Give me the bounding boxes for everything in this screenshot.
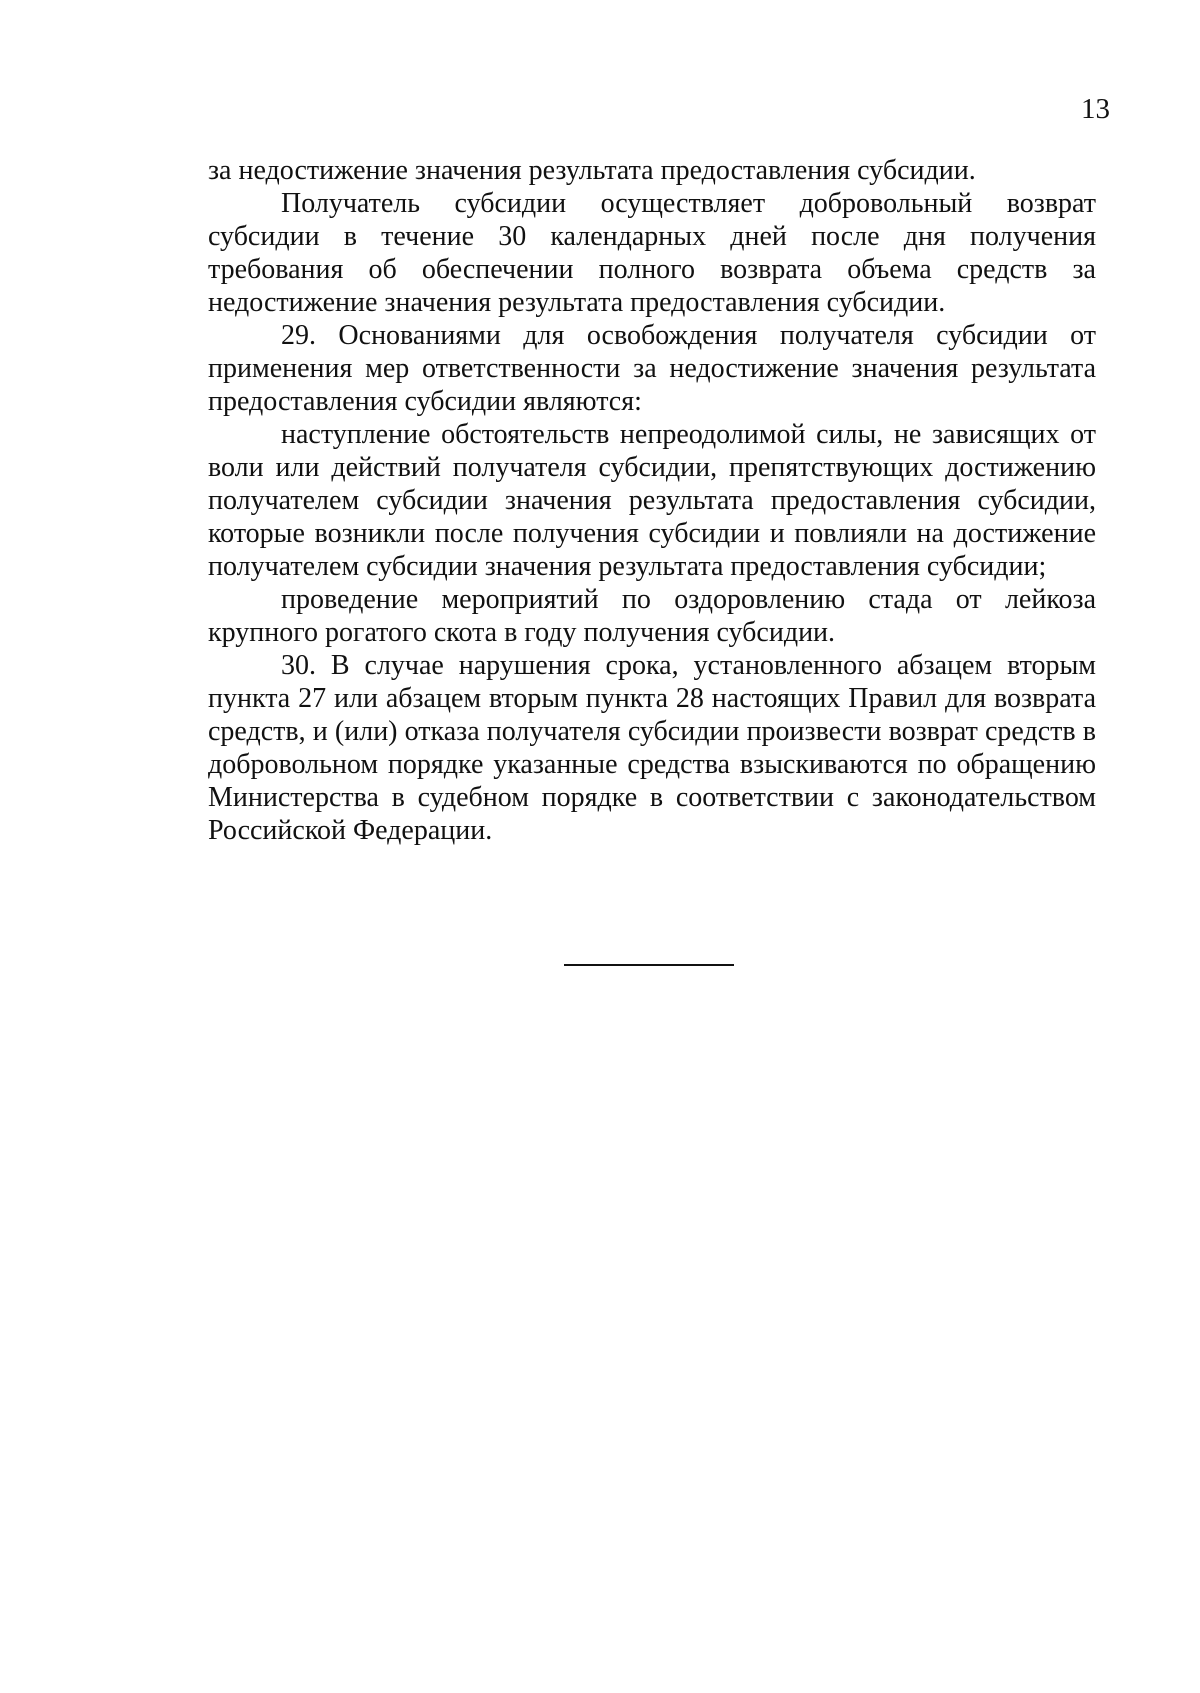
paragraph-voluntary-return: Получатель субсидии осуществляет добровольный возврат субсидии в течение 30 календарных дней после дня получения требования об обеспечении полного возврата объема средств за недостижение значения результата предоставления субсидии. — [208, 188, 1096, 318]
paragraph-herd-health: проведение мероприятий по оздоровлению стада от лейкоза крупного рогатого скота в году получения субсидии. — [208, 584, 1096, 648]
paragraph-continuation: за недостижение значения результата предоставления субсидии. — [208, 155, 976, 186]
paragraph-item-29: 29. Основаниями для освобождения получателя субсидии от применения мер ответственности за недостижение значения результата предоставления субсидии являются: — [208, 320, 1096, 417]
end-of-document-rule — [564, 964, 734, 966]
document-body — [208, 154, 1096, 847]
page-number: 13 — [1081, 93, 1110, 125]
paragraph-force-majeure: наступление обстоятельств непреодолимой силы, не зависящих от воли или действий получателя субсидии, препятствующих достижению получателем субсидии значения результата предоставления субсидии, которые возникли после получения субсидии и повлияли на достижение получателем субсидии значения результата предоставления субсидии; — [208, 419, 1096, 582]
paragraph-item-30: 30. В случае нарушения срока, установленного абзацем вторым пункта 27 или абзацем вторым пункта 28 настоящих Правил для возврата средств, и (или) отказа получателя субсидии произвести возврат средств в добровольном порядке указанные средства взыскиваются по обращению Министерства в судебном порядке в соответствии с законодательством Российской Федерации. — [208, 650, 1096, 846]
